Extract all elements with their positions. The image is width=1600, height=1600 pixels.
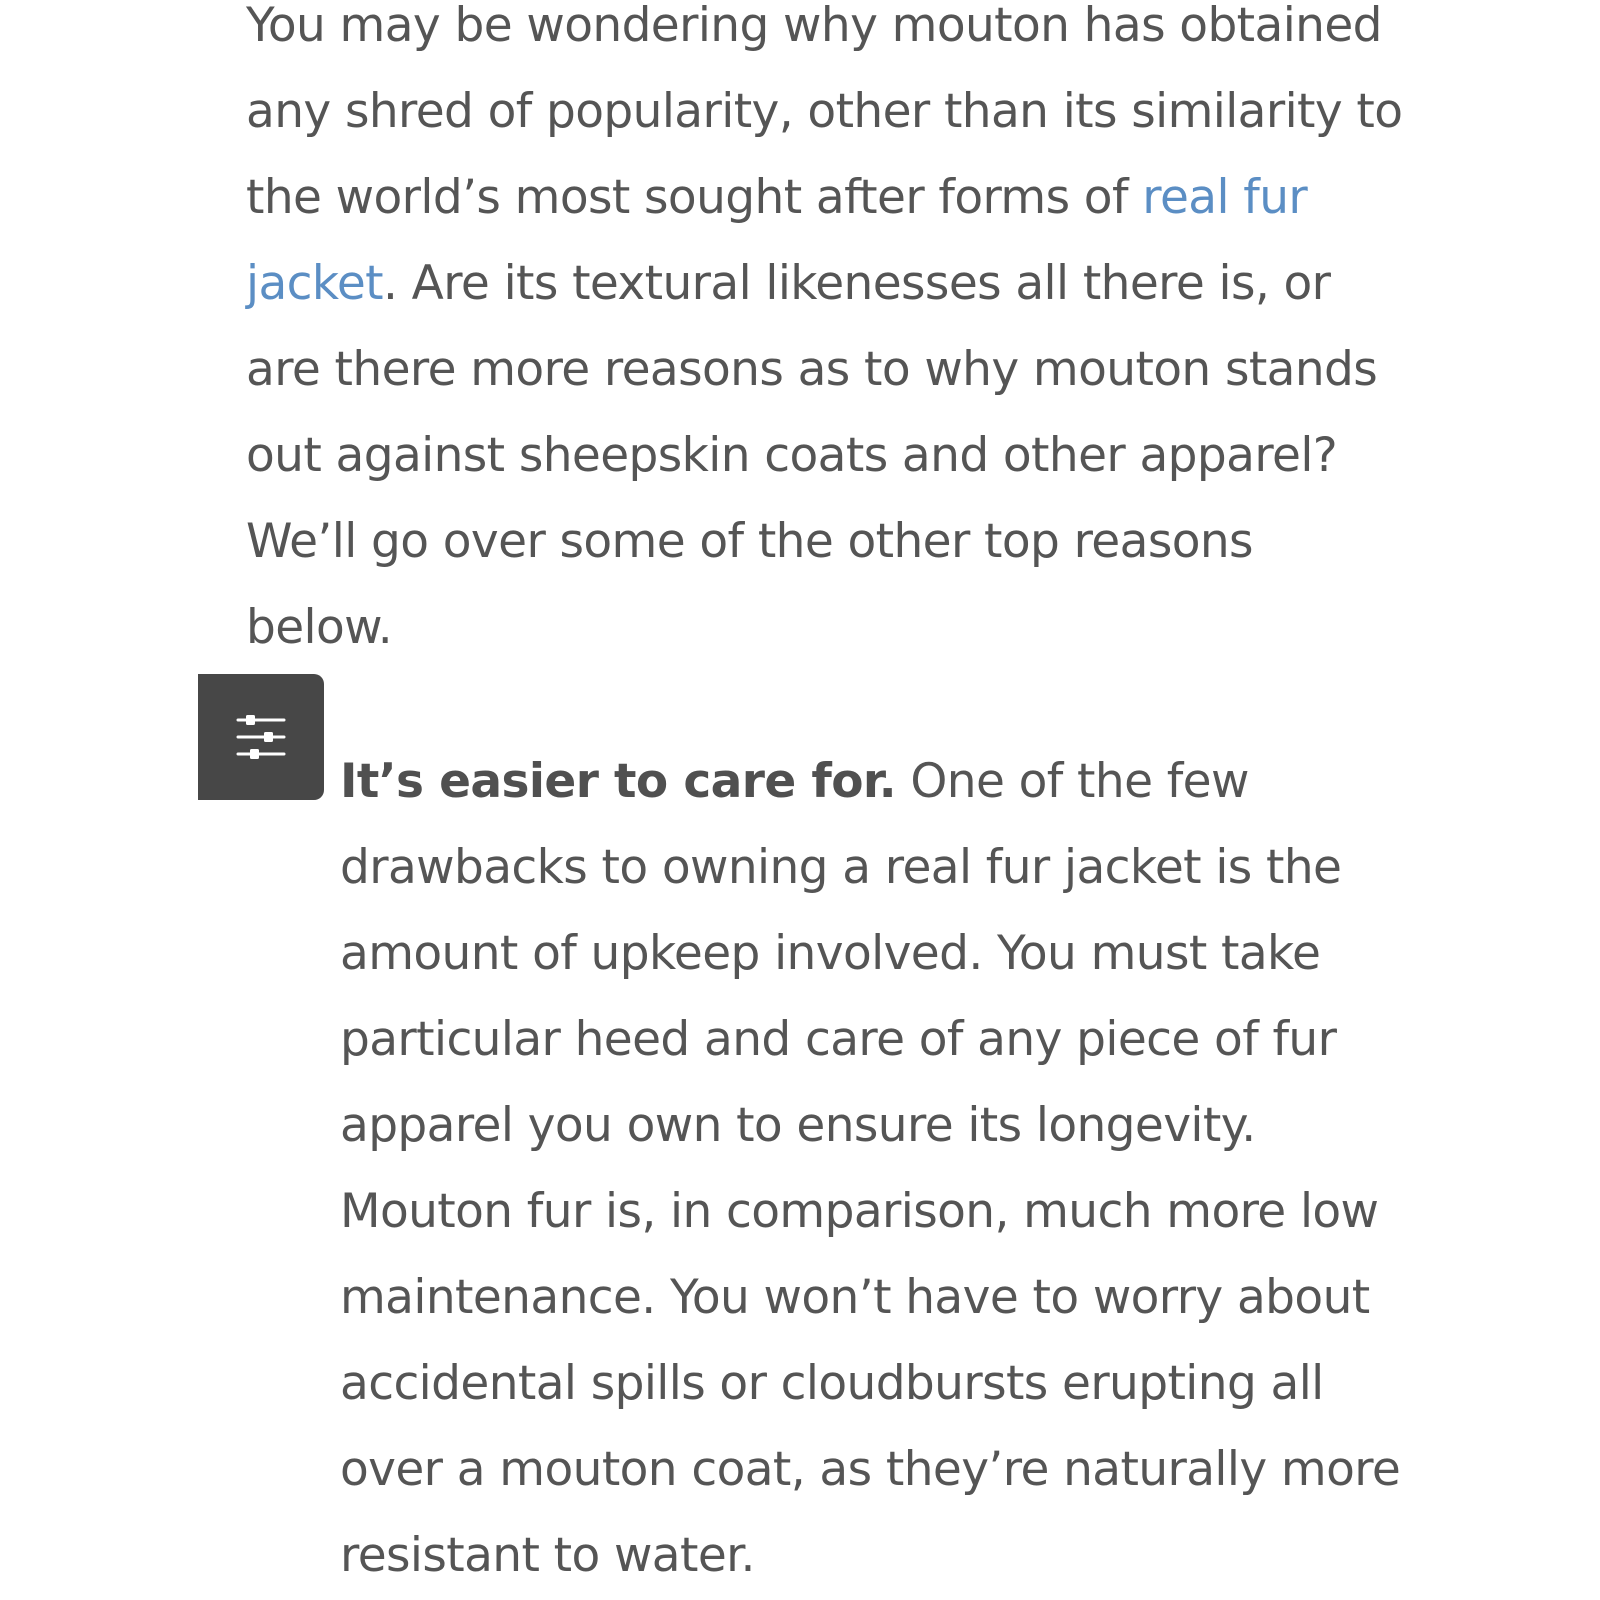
intro-line: You may be wondering why mouton has obtained [246,0,1382,53]
reason-line: particular heed and care of any piece of fur [340,1012,1337,1067]
reason-line: amount of upkeep involved. You must take [340,926,1321,981]
reason-line: drawbacks to owning a real fur jacket is the [340,840,1342,895]
intro-line: We’ll go over some of the other top reasons [246,514,1253,569]
reason-heading: It’s easier to care for. [340,754,897,809]
intro-line: are there more reasons as to why mouton stands [246,342,1378,397]
reason-line: Mouton fur is, in comparison, much more low [340,1184,1379,1239]
intro-line: any shred of popularity, other than its similarity to [246,84,1403,139]
real-fur-jacket-link-continued[interactable]: jacket [246,256,383,311]
intro-line: below. [246,600,393,655]
intro-line [246,254,1330,314]
reason-line: over a mouton coat, as they’re naturally more [340,1442,1401,1497]
reason-line: maintenance. You won’t have to worry about [340,1270,1370,1325]
intro-line [246,168,1307,228]
reason-line: apparel you own to ensure its longevity. [340,1098,1256,1153]
reason-line [340,752,1249,812]
reason-line: resistant to water. [340,1528,755,1583]
reason-line-text: One of the few [896,754,1249,809]
sliders-icon [234,710,288,764]
display-settings-button[interactable] [198,674,324,800]
intro-line-text: the world’s most sought after forms of [246,170,1143,225]
intro-line-text: . Are its textural likenesses all there is, or [383,256,1331,311]
intro-line: out against sheepskin coats and other apparel? [246,428,1338,483]
reason-line: accidental spills or cloudbursts erupting all [340,1356,1324,1411]
real-fur-jacket-link[interactable]: real fur [1142,170,1308,225]
